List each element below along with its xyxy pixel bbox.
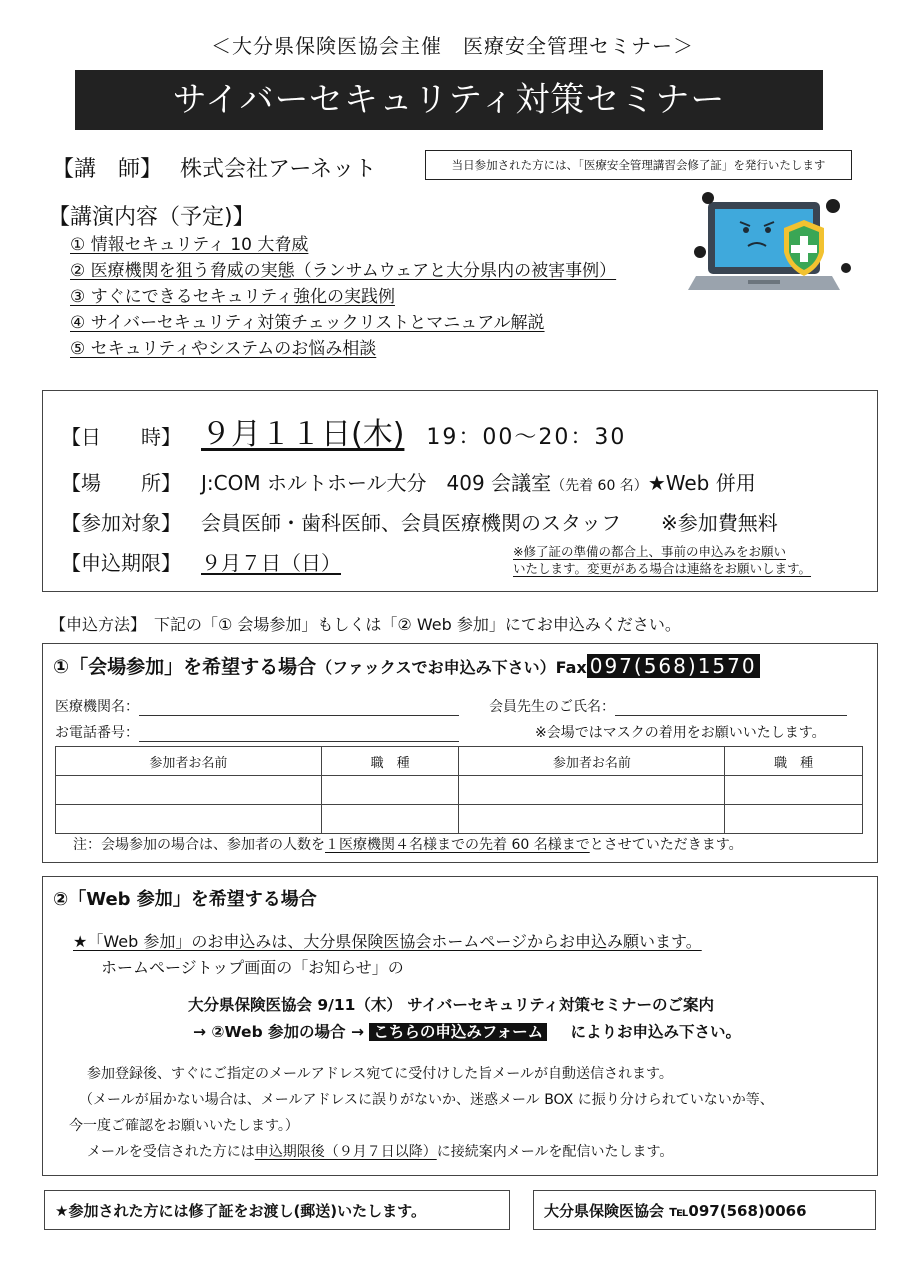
content-item: ① 情報セキュリティ 10 大脅威: [70, 235, 309, 255]
fax-label: Fax: [555, 658, 587, 677]
event-date: ９月１１日(木): [201, 417, 405, 452]
column-header: 参加者お名前: [459, 747, 725, 776]
deadline-label: 【申込期限】: [61, 551, 181, 575]
phone-field[interactable]: [55, 722, 459, 742]
web-paragraph: 今一度ご確認をお願いいたします。）: [69, 1118, 299, 1134]
laptop-virus-shield-icon: [688, 180, 858, 310]
capacity-note-suffix: とさせていただきます。: [589, 837, 743, 853]
web-form-title: ②「Web 参加」を希望する場合: [53, 889, 317, 910]
event-details-box: [42, 390, 878, 592]
member-name-field[interactable]: [489, 696, 847, 716]
certificate-notice: 当日参加された方には、「医療安全管理講習会修了証」を発行いたします: [425, 150, 852, 180]
content-item: ② 医療機関を狙う脅威の実態（ランサムウェアと大分県内の被害事例）: [70, 261, 617, 281]
deadline-date: ９月７日（日）: [201, 551, 341, 575]
participant-name-cell[interactable]: [56, 776, 322, 805]
web-paragraph: [87, 1141, 673, 1161]
column-header: 職 種: [725, 747, 863, 776]
web-instructions: ★「Web 参加」のお申込みは、大分県保険医協会ホームページからお申込み願います。: [73, 932, 702, 951]
occupation-cell[interactable]: [725, 805, 863, 834]
application-method: 【申込方法】 下記の「① 会場参加」もしくは「② Web 参加」にてお申込みください。: [50, 615, 681, 634]
occupation-cell[interactable]: [321, 776, 459, 805]
venue-form-title-paren: （ファックスでお申込み下さい）: [316, 658, 556, 677]
web-paragraph: 参加登録後、すぐにご指定のメールアドレス宛てに受付けした旨メールが自動送信されます。: [87, 1066, 673, 1082]
fax-number: 097(568)1570: [587, 654, 760, 678]
venue-form-title-text: ①「会場参加」を希望する場合: [53, 656, 317, 678]
web-paragraph-deadline: 申込期限後（９月７日以降）: [254, 1144, 437, 1160]
deadline-note-line: いたします。変更がある場合は連絡をお願いします。: [513, 561, 812, 576]
venue-label: 【場 所】: [61, 471, 181, 495]
member-name-input-line[interactable]: [615, 701, 847, 716]
content-item: ⑤ セキュリティやシステムのお悩み相談: [70, 339, 377, 359]
target-row: [61, 507, 778, 536]
institution-input-line[interactable]: [139, 701, 459, 716]
lecturer-label: 【講 師】: [52, 157, 163, 182]
venue-application-form: [42, 643, 878, 863]
venue-web: ★Web 併用: [647, 471, 756, 495]
web-arrow-text: → ②Web 参加の場合 →: [193, 1023, 364, 1041]
seminar-title: サイバーセキュリティ対策セミナー: [75, 70, 823, 130]
deadline-row: [61, 547, 341, 576]
column-header: 参加者お名前: [56, 747, 322, 776]
application-form-link[interactable]: こちらの申込みフォーム: [369, 1023, 547, 1041]
participants-table: [55, 746, 863, 834]
occupation-cell[interactable]: [321, 805, 459, 834]
web-arrow-suffix: によりお申込み下さい。: [570, 1023, 742, 1041]
contents-heading: 【講演内容（予定)】: [48, 205, 255, 230]
content-item: ③ すぐにできるセキュリティ強化の実践例: [70, 287, 395, 307]
web-paragraph-suffix: に接続案内メールを配信いたします。: [436, 1144, 674, 1160]
web-star-line: [73, 929, 702, 952]
capacity-note-limit: １医療機関４名様までの先着 60 名様まで: [325, 837, 590, 853]
column-header: 職 種: [321, 747, 459, 776]
web-application-box: [42, 876, 878, 1176]
seminar-subtitle: ＜大分県保険医協会主催 医療安全管理セミナー＞: [211, 34, 694, 58]
web-arrow-line: [193, 1020, 741, 1042]
announcement-title: 大分県保険医協会 9/11（木） サイバーセキュリティ対策セミナーのご案内: [188, 996, 715, 1014]
homepage-line: ホームページトップ画面の「お知らせ」の: [101, 958, 404, 977]
venue-row: [61, 467, 756, 496]
capacity-note: [73, 834, 743, 854]
deadline-note-line: ※修了証の準備の都合上、事前の申込みをお願い: [513, 544, 786, 559]
participant-name-cell[interactable]: [459, 776, 725, 805]
venue-name: J:COM ホルトホール大分 409 会議室: [201, 471, 552, 495]
venue-form-title: [53, 652, 760, 679]
event-time: 19：00～20：30: [426, 425, 627, 450]
web-paragraph-prefix: メールを受信された方には: [87, 1144, 255, 1160]
phone-label: お電話番号：: [55, 725, 139, 741]
target-label: 【参加対象】: [61, 511, 181, 535]
fee-note: ※参加費無料: [661, 511, 778, 535]
content-item: ④ サイバーセキュリティ対策チェックリストとマニュアル解説: [70, 313, 545, 333]
date-label: 【日 時】: [61, 425, 181, 449]
member-name-label: 会員先生のご氏名：: [489, 699, 615, 715]
table-row: [56, 776, 863, 805]
lecturer-name: 株式会社アーネット: [180, 157, 377, 182]
participant-name-cell[interactable]: [459, 805, 725, 834]
capacity-note-prefix: 注：会場参加の場合は、参加者の人数を: [73, 837, 325, 853]
occupation-cell[interactable]: [725, 776, 863, 805]
contents-list: [70, 232, 616, 362]
institution-field[interactable]: [55, 696, 459, 716]
web-paragraph: （メールが届かない場合は、メールアドレスに誤りがないか、迷惑メール BOX に振り分けられていないか等、: [79, 1092, 774, 1108]
target-audience: 会員医師・歯科医師、会員医療機関のスタッフ: [201, 511, 621, 535]
certificate-footer: ★参加された方には修了証をお渡し(郵送)いたします。: [44, 1190, 510, 1230]
phone-input-line[interactable]: [139, 727, 459, 742]
participant-name-cell[interactable]: [56, 805, 322, 834]
mask-note: ※会場ではマスクの着用をお願いいたします。: [535, 725, 826, 741]
lecturer: [52, 152, 376, 183]
date-row: [61, 409, 626, 453]
deadline-note: [513, 543, 811, 577]
contact-footer: 大分県保険医協会 ℡097(568)0066: [533, 1190, 876, 1230]
table-row: [56, 805, 863, 834]
venue-capacity: （先着 60 名）: [551, 478, 648, 494]
institution-label: 医療機関名：: [55, 699, 139, 715]
